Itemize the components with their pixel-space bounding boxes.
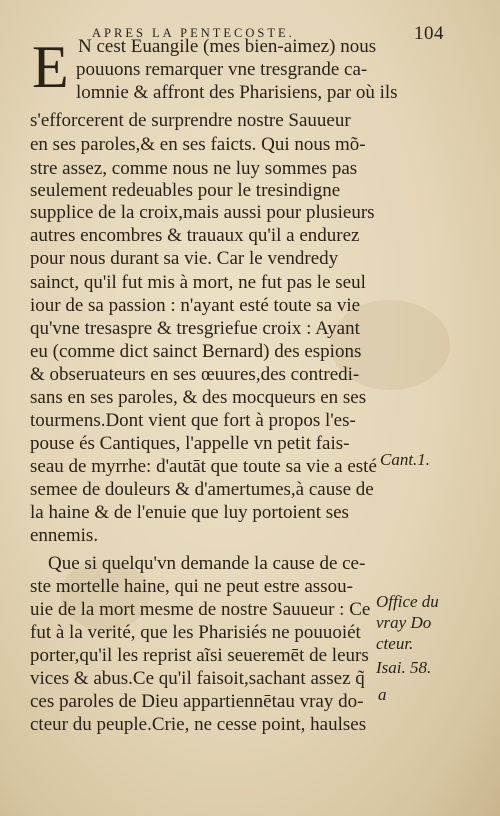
text-line: pouse és Cantiques, l'appelle vn petit fais-	[30, 433, 350, 454]
drop-capital: E	[32, 34, 69, 100]
text-line: lomnie & affront des Pharisiens, par où ils	[76, 82, 398, 103]
text-line: pour nous durant sa vie. Car le vendredy	[30, 248, 339, 269]
text-line: porter,qu'il les reprist aĩsi seueremēt de leurs	[30, 645, 369, 666]
text-line: tourmens.Dont vient que fort à propos l'es-	[30, 410, 356, 431]
margin-note-office: vray Do	[376, 613, 432, 632]
margin-catchword: a	[378, 685, 387, 704]
text-line: la haine & de l'enuie que luy portoient ses	[30, 502, 349, 523]
text-line: iour de sa passion : n'ayant esté toute sa vie	[30, 295, 361, 316]
margin-note-office: Office du	[376, 592, 439, 611]
text-line: ces paroles de Dieu appartiennētau vray do-	[30, 691, 364, 712]
text-line: ste mortelle haine, qui ne peut estre assou-	[30, 576, 353, 597]
text-line: pouuons remarquer vne tresgrande ca-	[76, 59, 368, 80]
text-line: sans en ses paroles, & des mocqueurs en ses	[30, 387, 367, 408]
text-line: sainct, qu'il fut mis à mort, ne fut pas le seul	[30, 272, 366, 293]
text-line: qu'vne tresaspre & tresgriefue croix : Ayant	[30, 318, 360, 339]
text-line: seulement redeuables pour le tresindigne	[30, 180, 341, 201]
text-line: fut à la verité, que les Pharisiés ne pouuoiét	[30, 622, 361, 643]
text-line: Que si quelqu'vn demande la cause de ce-	[48, 553, 366, 574]
text-line: semee de douleurs & d'amertumes,à cause de	[30, 479, 374, 500]
text-line: cteur du peuple.Crie, ne cesse point, haulses	[30, 714, 367, 735]
text-line: en ses paroles,& en ses faicts. Qui nous mõ-	[30, 134, 366, 155]
text-line: N cest Euangile (mes bien-aimez) nous	[78, 36, 377, 57]
text-line: ennemis.	[30, 525, 99, 546]
text-line: stre assez, comme nous ne luy sommes pas	[30, 158, 358, 179]
text-line: & obseruateurs en ses œuures,des contredi-	[30, 364, 360, 385]
margin-note-cant: Cant.1.	[380, 450, 431, 469]
margin-note-isai: Isai. 58.	[376, 658, 432, 677]
text-line: uie de la mort mesme de nostre Sauueur : Ce	[30, 599, 371, 620]
text-line: autres encombres & trauaux qu'il a endurez	[30, 225, 360, 246]
text-line: seau de myrrhe: d'autāt que toute sa vie a esté	[30, 456, 377, 477]
margin-note-office: cteur.	[376, 634, 414, 653]
text-line: vices & abus.Ce qu'il faisoit,sachant assez q̃	[30, 668, 365, 689]
page-number: 104	[414, 23, 444, 44]
text-line: s'efforcerent de surprendre nostre Sauueur	[30, 110, 351, 131]
running-title: APRES LA PENTECOSTE.	[92, 26, 295, 40]
text-line: eu (comme dict sainct Bernard) des espions	[30, 341, 362, 362]
text-line: supplice de la croix,mais aussi pour plusieurs	[30, 202, 375, 223]
